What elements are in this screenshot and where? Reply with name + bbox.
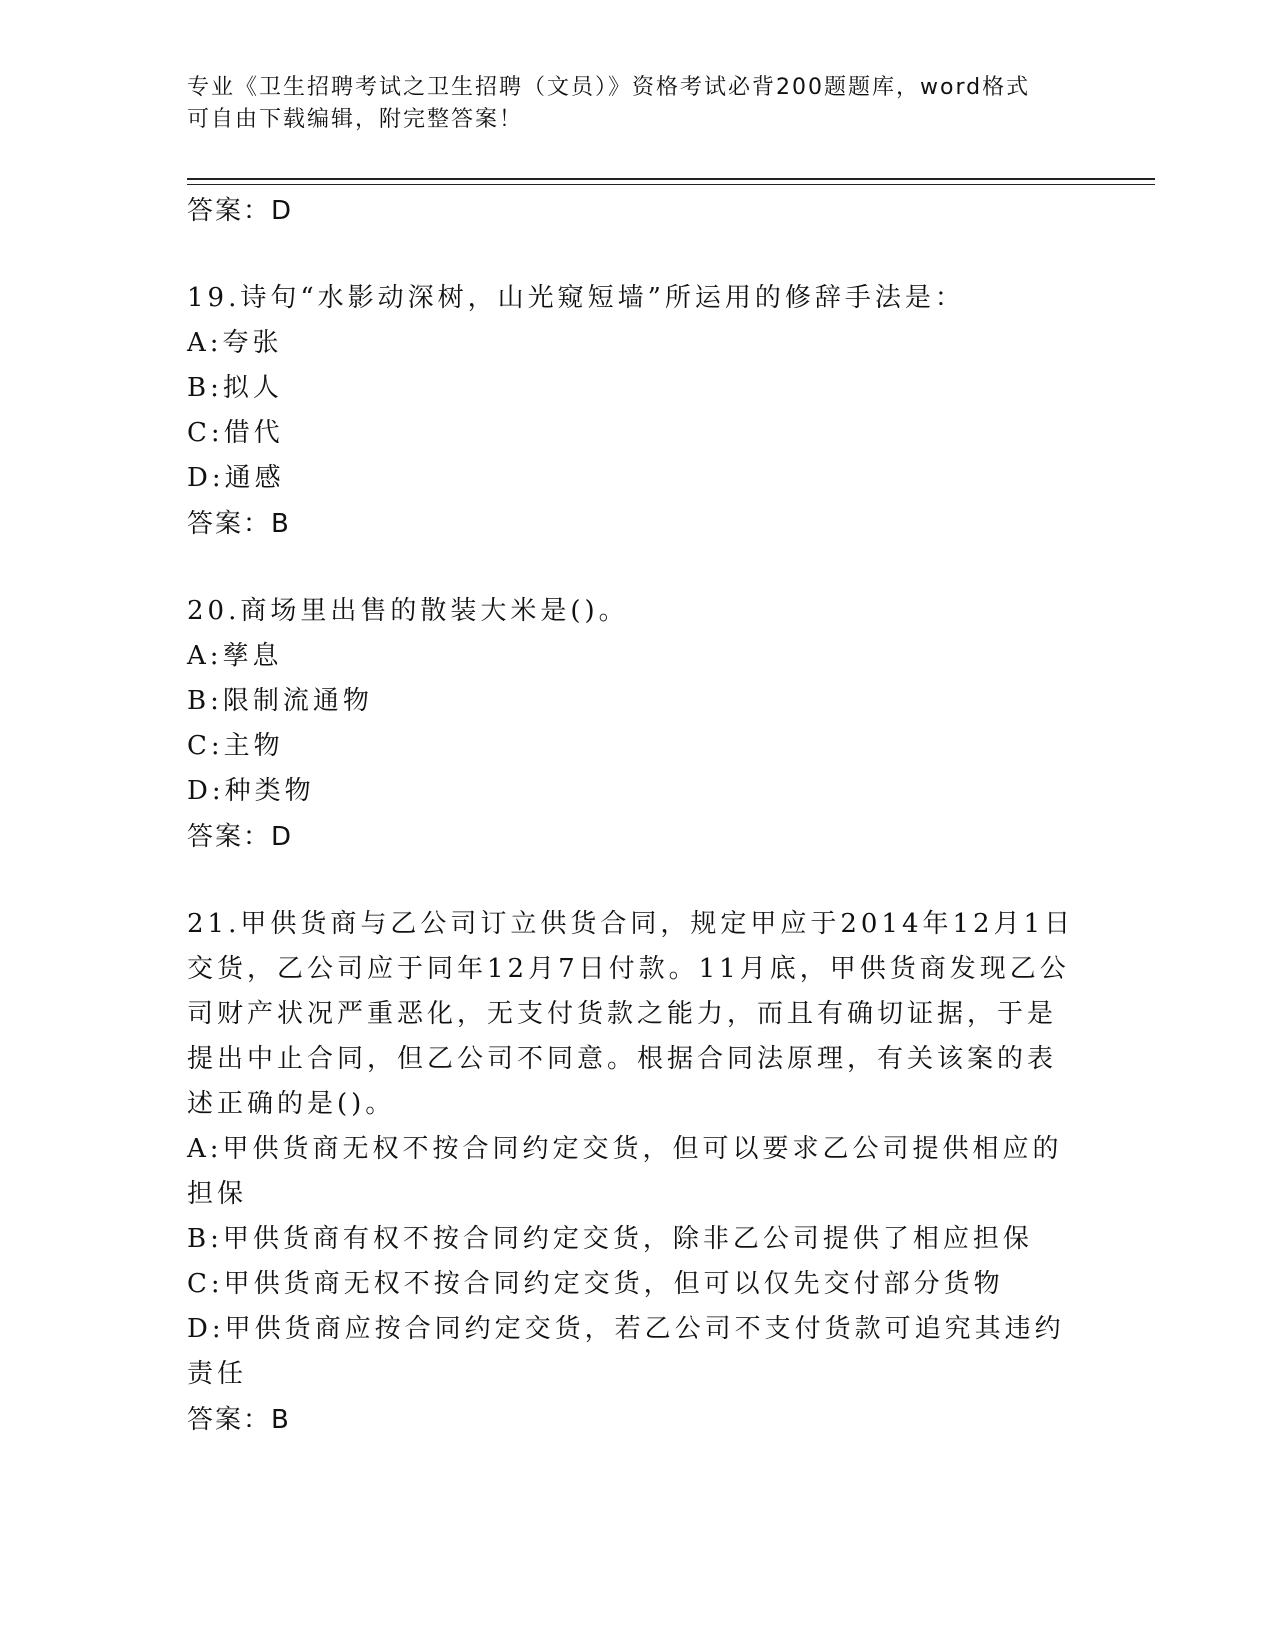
answer-previous-question: 答案：D bbox=[187, 196, 294, 226]
option-letter: B: bbox=[187, 686, 223, 716]
option-letter: A: bbox=[187, 328, 223, 358]
option-a bbox=[187, 634, 1077, 679]
option-d bbox=[187, 456, 1077, 501]
option-text: 甲供货商无权不按合同约定交货，但可以仅先交付部分货物 bbox=[223, 1269, 1004, 1299]
option-letter: C: bbox=[187, 418, 224, 448]
question-stem: 19.诗句“水影动深树，山光窥短墙”所运用的修辞手法是： bbox=[187, 283, 965, 313]
option-c bbox=[187, 724, 1077, 769]
header-title-line-2: 可自由下载编辑，附完整答案！ bbox=[187, 107, 524, 132]
question-19 bbox=[187, 276, 1077, 547]
option-letter: A: bbox=[187, 1134, 223, 1164]
option-d bbox=[187, 769, 1077, 814]
option-text: 夸张 bbox=[222, 328, 283, 358]
option-b bbox=[187, 366, 1077, 411]
question-stem: 21.甲供货商与乙公司订立供货合同，规定甲应于2014年12月1日交货，乙公司应于同年12月7日付款。11月底，甲供货商发现乙公司财产状况严重恶化，无支付货款之能力，而且有确切证据，于是提出中止合同，但乙公司不同意。根据合同法原理，有关该案的表述正确的是()。 bbox=[187, 909, 1075, 1119]
header-divider-thin bbox=[187, 184, 1155, 185]
option-a bbox=[187, 1127, 1077, 1217]
question-20 bbox=[187, 589, 1077, 860]
option-letter: B: bbox=[187, 373, 223, 403]
option-d bbox=[187, 1307, 1077, 1397]
option-b bbox=[187, 679, 1077, 724]
answer-label: 答案：B bbox=[187, 1405, 291, 1435]
option-a bbox=[187, 321, 1077, 366]
question-21 bbox=[187, 902, 1077, 1443]
option-c bbox=[187, 411, 1077, 456]
header-title-line-1: 专业《卫生招聘考试之卫生招聘（文员）》资格考试必背200题题库，word格式 bbox=[187, 75, 1031, 100]
option-text: 限制流通物 bbox=[222, 686, 373, 716]
option-text: 通感 bbox=[224, 463, 285, 493]
option-letter: B: bbox=[187, 1224, 223, 1254]
option-letter: A: bbox=[187, 641, 223, 671]
option-text: 孳息 bbox=[222, 641, 283, 671]
option-letter: D: bbox=[187, 1314, 225, 1344]
option-b bbox=[187, 1217, 1077, 1262]
answer-label: 答案：B bbox=[187, 509, 291, 539]
option-c bbox=[187, 1262, 1077, 1307]
document-body bbox=[187, 188, 1077, 1443]
option-text: 甲供货商有权不按合同约定交货，除非乙公司提供了相应担保 bbox=[222, 1224, 1033, 1254]
header-divider-thick bbox=[187, 178, 1155, 180]
option-text: 甲供货商应按合同约定交货，若乙公司不支付货款可追究其违约责任 bbox=[187, 1314, 1065, 1389]
option-letter: C: bbox=[187, 731, 224, 761]
option-letter: D: bbox=[187, 463, 225, 493]
option-text: 拟人 bbox=[222, 373, 283, 403]
option-text: 种类物 bbox=[224, 776, 315, 806]
option-text: 甲供货商无权不按合同约定交货，但可以要求乙公司提供相应的担保 bbox=[187, 1134, 1063, 1209]
document-header bbox=[187, 72, 1067, 136]
option-text: 借代 bbox=[223, 418, 284, 448]
question-stem: 20.商场里出售的散装大米是()。 bbox=[187, 596, 629, 626]
answer-label: 答案：D bbox=[187, 822, 294, 852]
option-letter: C: bbox=[187, 1269, 224, 1299]
option-text: 主物 bbox=[223, 731, 284, 761]
option-letter: D: bbox=[187, 776, 225, 806]
